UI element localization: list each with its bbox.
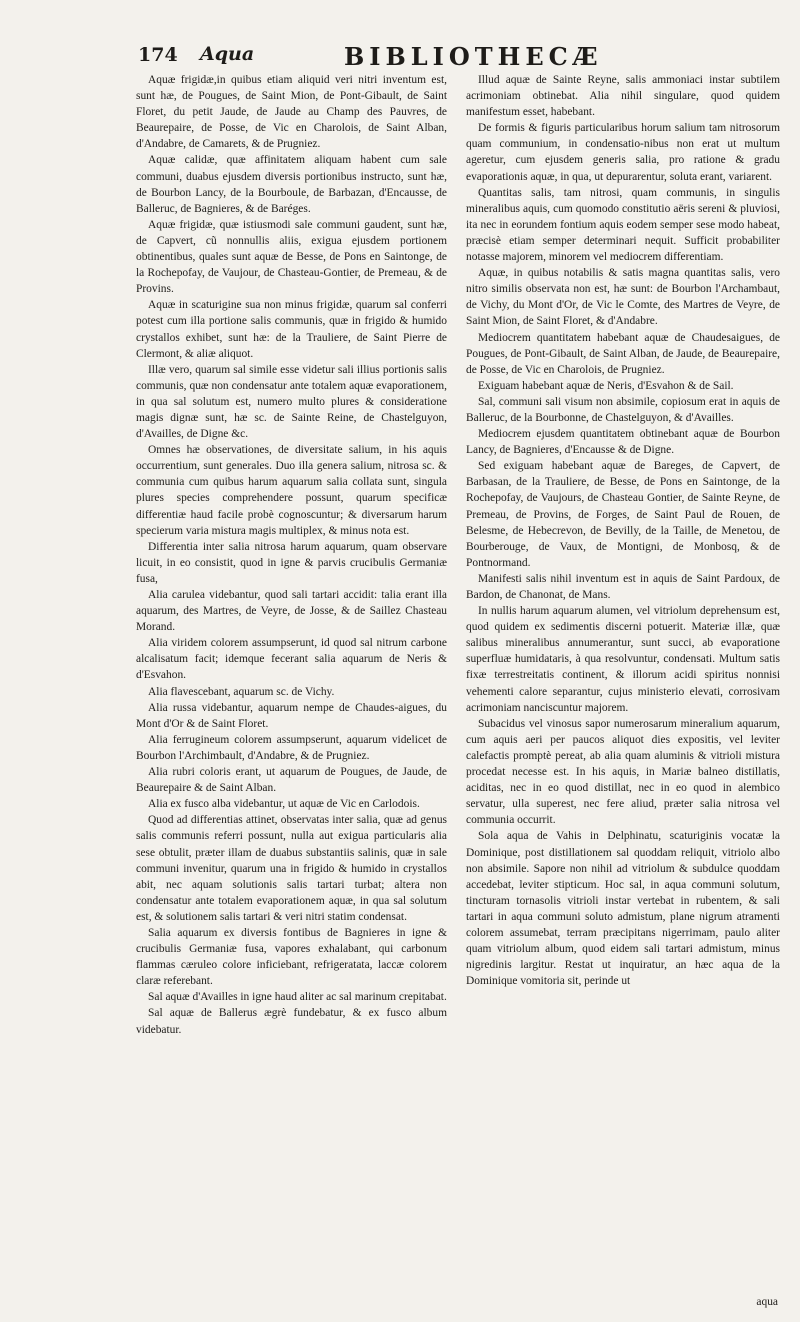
page-header bbox=[138, 42, 778, 72]
paragraph: Alia ex fusco alba videbantur, ut aquæ de Vic en Carlodois. bbox=[148, 798, 420, 811]
paragraph: Illæ vero, quarum sal simile esse videtur sali illius portionis salis communis, quæ non condensatur ante totalem aquæ evaporationem, in qua sal solutum est, numero multo plures & consideratione magis dignæ sunt, hæ sc. de Sainte Reine, de Chastelguyon, d'Availles, de Digne &c. bbox=[136, 363, 447, 441]
paragraph: Exiguam habebant aquæ de Neris, d'Esvahon & de Sail. bbox=[478, 379, 734, 392]
paragraph: Alia flavescebant, aquarum sc. de Vichy. bbox=[148, 685, 335, 698]
paragraph: Illud aquæ de Sainte Reyne, salis ammoniaci instar subtilem acrimoniam obtinebat. Alia nihil singulare, quod quidem manifestum esset, habebant. bbox=[466, 74, 780, 119]
running-head: Aqua bbox=[200, 43, 255, 65]
paragraph: Mediocrem quantitatem habebant aquæ de Chaudesaigues, de Pougues, de Pont-Gibault, de Saint Alban, de Jaude, de Beaurepaire, de Posse, de Vic en Charolois, de Prugniez. bbox=[466, 331, 780, 376]
paragraph: Sal aquæ de Ballerus ægrè fundebatur, & ex fusco album videbatur. bbox=[136, 1007, 447, 1036]
page-number: 174 bbox=[138, 44, 178, 66]
paragraph: Aquæ frigidæ,in quibus etiam aliquid veri nitri inventum est, sunt hæ, de Pougues, de Saint Mion, de Pont-Gibault, de Saint Floret, du petit Jaude, de Jaude au Champ des Pauvres, de Beaurepaire, de Posse, de Vic en Charolois, de Saint Alban, d'Andabre, de Camarets, & de Prugniez. bbox=[136, 74, 447, 151]
right-column bbox=[466, 72, 780, 989]
paragraph: Alia viridem colorem assumpserunt, id quod sal nitrum carbone alcalisatum facit; idemque fecerant salia aquarum de Neris & d'Esvahon. bbox=[136, 637, 447, 682]
paragraph: Quantitas salis, tam nitrosi, quam communis, in singulis mineralibus aquis, cum quomodo constitutio aëris sereni & pluviosi, ita nec in eorundem fontium aquis eodem semper sese modo habeat, præcisè etiam semper determinari nequit. Sufficit probabiliter notasse majorem, minorem vel mediocrem differentiam. bbox=[466, 186, 780, 264]
paragraph: Subacidus vel vinosus sapor numerosarum mineralium aquarum, cum aquis aeri per paucos aliquot dies expositis, vel leviter calefactis promptè pereat, ab alia quam aluminis & vitrioli mistura procedat necesse est. In his aquis, in Mariæ balneo distillatis, aciditas, nec in eo quod distillat, nec in eo quod in alembico servatur, ulla superest, nec fere aliud, præter salia nitrosa vel communia occurrit. bbox=[466, 717, 780, 827]
paragraph: Manifesti salis nihil inventum est in aquis de Saint Pardoux, de Bardon, de Chanonat, de Mans. bbox=[466, 572, 780, 601]
catchword: aqua bbox=[756, 1296, 778, 1308]
paragraph: Omnes hæ observationes, de diversitate salium, in his aquis occurrentium, sunt generales. Duo illa genera salium, nitrosa sc. & communia cum quibus harum aquarum salia collata sunt, singula plures species comprehendere possunt, quarum specificæ differentiæ haud facile probè cognoscuntur; & diversarum harum specierum varia mistura magis multiplex, & minus nota est. bbox=[136, 444, 447, 537]
paragraph: In nullis harum aquarum alumen, vel vitriolum deprehensum est, quod quidem ex sedimentis discerni potuerit. Materiæ illæ, quæ salibus mineralibus annumerantur, sunt succi, ab evaporatione superfluæ humidataris, à qua resolvuntur, condensati. Multum satis fixæ terrestreitatis continent, & illorum acidi spiritus nonnisi vehementi calore separantur, cujus ministerio elevati, corrosivam acrimoniam nanciscuntur majorem. bbox=[466, 605, 780, 714]
paragraph: Alia carulea videbantur, quod sali tartari accidit: talia erant illa aquarum, des Martres, de Veyre, de Josse, & de Saillez Chasteau Morand. bbox=[136, 589, 447, 634]
paragraph: Alia rubri coloris erant, ut aquarum de Pougues, de Jaude, de Beaurepaire & de Saint Alban. bbox=[136, 766, 447, 795]
paragraph: Aquæ frigidæ, quæ istiusmodi sale communi gaudent, sunt hæ, de Capvert, cũ nonnullis aliis, exigua ejusdem portionem obtinentibus, quales sunt aquæ de Besse, de Pons en Saintonge, de la Rochepofay, de Vaujour, de Chasteau-Gontier, de Premeau, & de Provins. bbox=[136, 218, 447, 296]
paragraph: Aquæ calidæ, quæ affinitatem aliquam habent cum sale communi, duabus ejusdem diversis portionibus instructo, sunt hæ, de Bourbon Lancy, de la Bourboule, de Barbazan, d'Encausse, de Balleruc, de Bagnieres, & de Baréges. bbox=[136, 154, 447, 215]
paragraph: Mediocrem ejusdem quantitatem obtinebant aquæ de Bourbon Lancy, de Bagnieres, d'Encausse & de Digne. bbox=[466, 428, 780, 457]
paragraph: Alia ferrugineum colorem assumpserunt, aquarum videlicet de Bourbon l'Archimbault, d'Andabre, & de Prugniez. bbox=[136, 733, 447, 762]
paragraph: Sed exiguam habebant aquæ de Bareges, de Capvert, de Barbasan, de la Trauliere, de Besse, de Pons en Saintonge, de la Rochepofay, de Vaujours, de Chasteau Gontier, de Sainte Reyne, de Premeau, de Provins, de Forges, de Saint Paul de Rouen, de Belesme, de Hebecrevon, de Bevilly, de la Taille, de Menetou, de Bourberouge, de Vaux, de Montigni, de Monbosq, & de Pontnormand. bbox=[466, 460, 780, 569]
paragraph: Aquæ in scaturigine sua non minus frigidæ, quarum sal conferri potest cum illa portione salis communis, quæ in frigido & humido crystallos exhibet, sunt hæ: de la Trauliere, de Saint Pierre de Clermont, & aliæ aliquot. bbox=[136, 299, 447, 360]
paragraph: Sal aquæ d'Availles in igne haud aliter ac sal marinum crepitabat. bbox=[148, 991, 447, 1004]
paragraph: Sola aqua de Vahis in Delphinatu, scaturiginis vocatæ la Dominique, post distillationem sal quoddam reliquit, vitriolo albo non absimile. Sapore non nihil ad vitriolum & subdulce quoddam accedebat, leviter stipticum. Hoc sal, in aqua communi solutum, tincturam tornasolis vitrioli instar vertebat in rubentem, & sali tartari in aqua communi soluto admistum, plane nigrum atramenti colorem assumebat, terram præcipitans nigerrimam, paulo aliter quam vitriolum album, quod eidem sali tartari admistum, minus nigredinis largitur. Restat ut inquiratur, an hæc aqua de la Dominique vomitoria sit, perinde ut bbox=[466, 830, 780, 988]
paragraph: Quod ad differentias attinet, observatas inter salia, quæ ad genus salis communis referri possunt, nulla aut exigua particularis alia sese obtulit, præter illam de duabus substantiis salinis, quæ in sale communi invenitur, quarum una in frigido & humido in crystallos abit, nec aquam solutionis salis tartari turbat; altera non condensatur ante totalem evaporationem aquæ, in qua sal solutum est, & solutionem salis tartari & veri nitri statim condensat. bbox=[136, 814, 447, 923]
paragraph: Salia aquarum ex diversis fontibus de Bagnieres in igne & crucibulis Germaniæ fusa, vapores exhalabant, qui carbonum flammas cæruleo colore inficiebant, refrigeratata, laccæ colorem claræ referebant. bbox=[136, 926, 447, 988]
paragraph: Aquæ, in quibus notabilis & satis magna quantitas salis, vero nitro similis observata non est, hæ sunt: de Bourbon l'Archambaut, de Vichy, du Mont d'Or, de Vic le Comte, des Martres de Veyre, de Saint Mion, de Saint Floret, & d'Andabre. bbox=[466, 267, 780, 328]
paragraph: Sal, communi sali visum non absimile, copiosum erat in aquis de Balleruc, de la Bourbonne, de Chastelguyon, & d'Availles. bbox=[466, 395, 780, 424]
paragraph: Differentia inter salia nitrosa harum aquarum, quam observare licuit, in eo consistit, quod in igne & parvis crucibulis Germaniæ fusa, bbox=[136, 540, 447, 585]
paragraph: De formis & figuris particularibus horum salium tam nitrosorum quam communium, in condensatio-nibus non erat ut multum ageretur, cum ejusdem generis salia, pro ratione & gradu evaporationis aquæ, in qua, ut depurarentur, soluta erant, variarent. bbox=[466, 122, 780, 183]
page-title: BIBLIOTHECÆ bbox=[344, 42, 603, 71]
left-column bbox=[136, 72, 447, 1038]
paragraph: Alia russa videbantur, aquarum nempe de Chaudes-aigues, du Mont d'Or & de Saint Floret. bbox=[136, 701, 447, 730]
